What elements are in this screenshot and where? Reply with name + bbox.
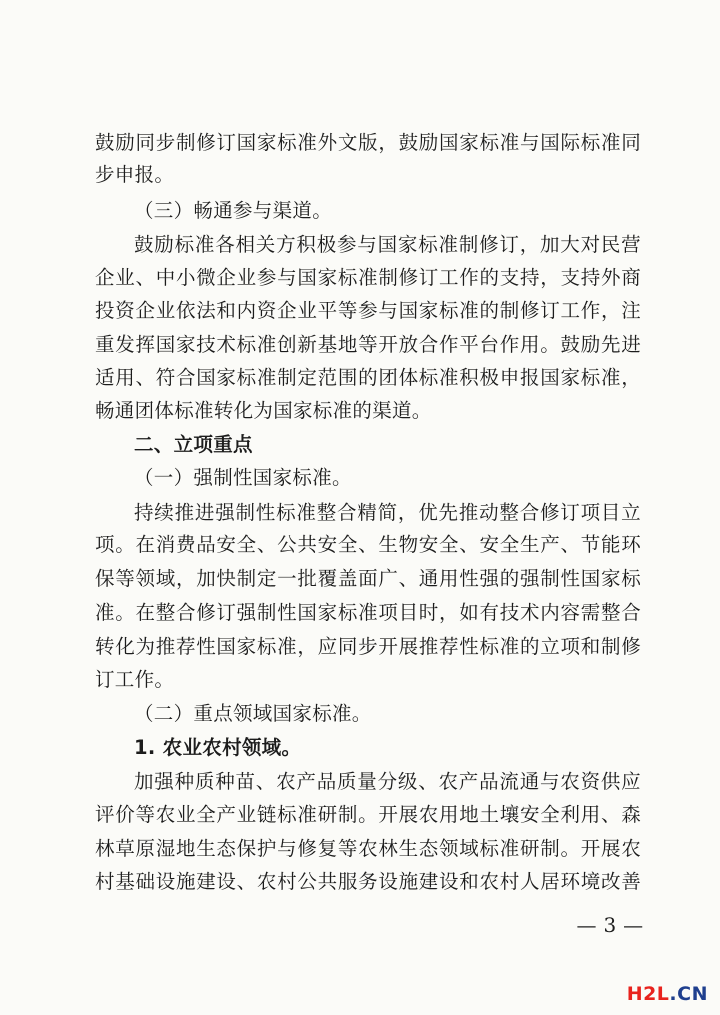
text-line: 适用、符合国家标准制定范围的团体标准积极申报国家标准， bbox=[95, 366, 641, 389]
text-line: 转化为推荐性国家标准，应同步开展推荐性标准的立项和制修 bbox=[95, 635, 641, 658]
text-line: 保等领域，加快制定一批覆盖面广、通用性强的强制性国家标 bbox=[95, 567, 641, 590]
page-number: — 3 — bbox=[576, 913, 644, 937]
text-line: 持续推进强制性标准整合精简，优先推动整合修订项目立 bbox=[134, 501, 641, 524]
text-line: 企业、中小微企业参与国家标准制修订工作的支持，支持外商 bbox=[95, 266, 641, 289]
text-line: 评价等农业全产业链标准研制。开展农用地土壤安全利用、森 bbox=[95, 803, 641, 826]
text-line: 鼓励标准各相关方积极参与国家标准制修订，加大对民营 bbox=[134, 233, 641, 256]
text-line: 加强种质种苗、农产品质量分级、农产品流通与农资供应 bbox=[134, 770, 641, 793]
watermark-logo bbox=[627, 983, 708, 1005]
text-line: 订工作。 bbox=[95, 668, 175, 691]
text-line: 村基础设施建设、农村公共服务设施建设和农村人居环境改善 bbox=[95, 870, 641, 893]
text-line: 步申报。 bbox=[95, 163, 175, 186]
text-line: 投资企业依法和内资企业平等参与国家标准的制修订工作，注 bbox=[95, 299, 641, 322]
chapter-heading: 二、立项重点 bbox=[134, 433, 253, 456]
text-line: 鼓励同步制修订国家标准外文版，鼓励国家标准与国际标准同 bbox=[95, 131, 641, 154]
text-line: 林草原湿地生态保护与修复等农林生态领域标准研制。开展农 bbox=[95, 837, 641, 860]
watermark-part1: H2L bbox=[626, 983, 670, 1005]
text-line: 畅通团体标准转化为国家标准的渠道。 bbox=[95, 399, 432, 422]
text-line: 重发挥国家技术标准创新基地等开放合作平台作用。鼓励先进 bbox=[95, 333, 641, 356]
watermark-part2: .CN bbox=[669, 983, 708, 1005]
subsection-heading: 1. 农业农村领域。 bbox=[134, 736, 302, 759]
section-heading: （二）重点领域国家标准。 bbox=[134, 702, 372, 725]
section-heading: （一）强制性国家标准。 bbox=[134, 466, 352, 489]
text-line: 项。在消费品安全、公共安全、生物安全、安全生产、节能环 bbox=[95, 533, 641, 556]
section-heading: （三）畅通参与渠道。 bbox=[134, 199, 333, 222]
text-line: 准。在整合修订强制性国家标准项目时，如有技术内容需整合 bbox=[95, 601, 641, 624]
